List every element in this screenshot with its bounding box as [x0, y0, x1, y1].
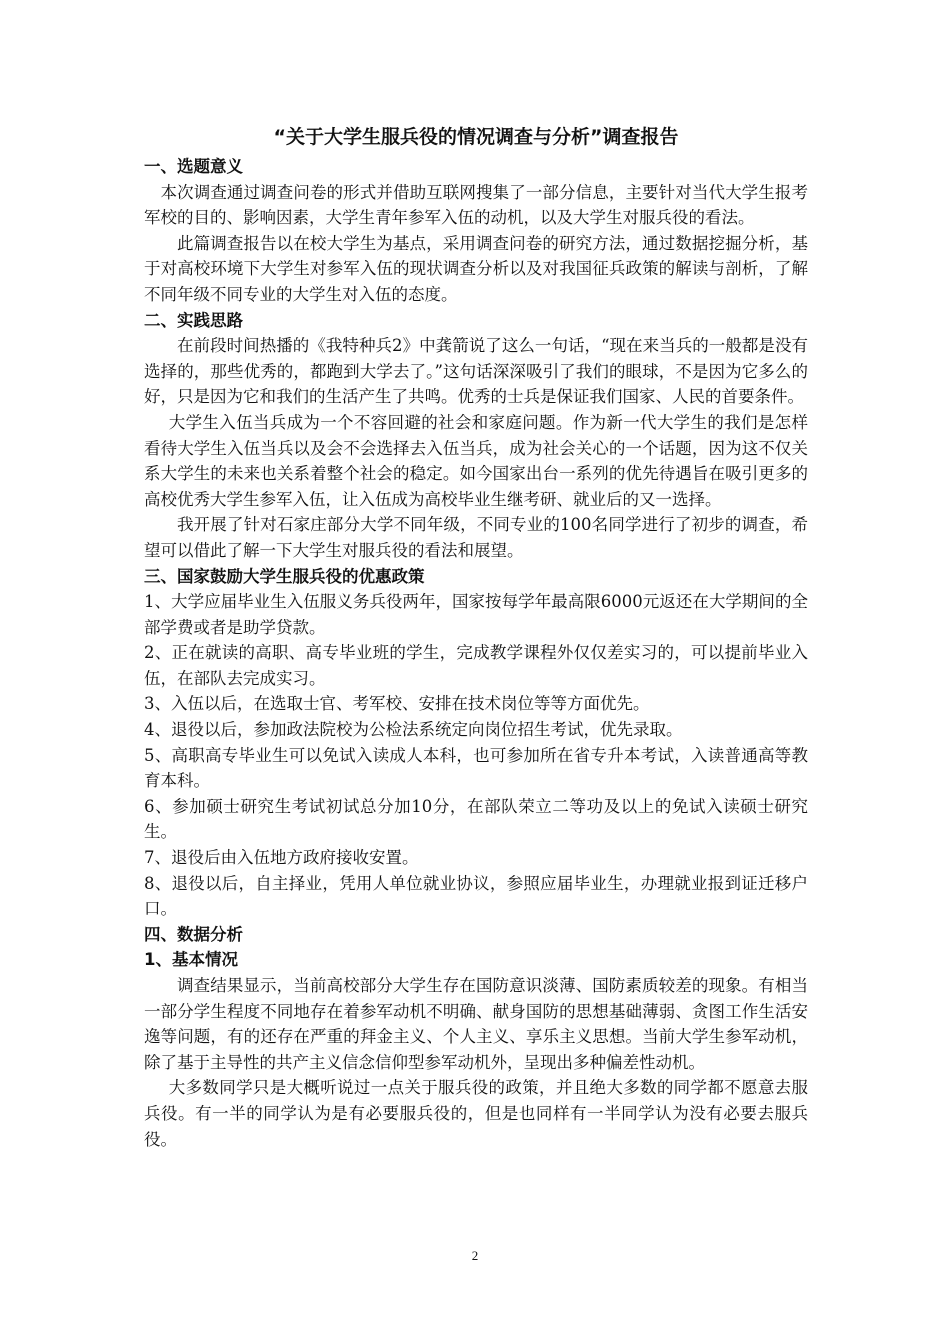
policy-item: 8、退役以后，自主择业，凭用人单位就业协议，参照应届毕业生，办理就业报到证迁移户口。	[144, 873, 808, 919]
policy-item: 5、高职高专毕业生可以免试入读成人本科，也可参加所在省专升本考试，入读普通高等教育本科。	[144, 745, 808, 791]
policy-item: 7、退役后由入伍地方政府接收安置。	[144, 848, 419, 868]
policy-item: 4、退役以后，参加政法院校为公检法系统定向岗位招生考试，优先录取。	[144, 720, 683, 740]
document-title: “关于大学生服兵役的情况调查与分析”调查报告	[273, 126, 679, 148]
section-heading-1: 一、选题意义	[144, 157, 243, 176]
policy-item: 2、正在就读的高职、高专毕业班的学生，完成教学课程外仅仅差实习的，可以提前毕业入伍，在部队去完成实习。	[144, 643, 808, 688]
policy-item: 1、大学应届毕业生入伍服义务兵役两年，国家按每学年最高限6000元返还在大学期间的全部学费或者是助学贷款。	[144, 592, 808, 637]
section-heading-3: 三、国家鼓励大学生服兵役的优惠政策	[144, 566, 425, 586]
paragraph: 大学生入伍当兵成为一个不容回避的社会和家庭问题。作为新一代大学生的我们是怎样看待大学生入伍当兵以及会不会选择去入伍当兵，成为社会关心的一个话题，因为这不仅关系大学生的未来也关系着整个社会的稳定。如今国家出台一系列的优先待遇旨在吸引更多的高校优秀大学生参军入伍，让入伍成为高校毕业生继考研、就业后的又一选择。	[144, 412, 808, 509]
paragraph: 大多数同学只是大概听说过一点关于服兵役的政策，并且绝大多数的同学都不愿意去服兵役。有一半的同学认为是有必要服兵役的，但是也同样有一半同学认为没有必要去服兵役。	[144, 1078, 808, 1149]
policy-item: 3、入伍以后，在选取士官、考军校、安排在技术岗位等等方面优先。	[144, 694, 650, 714]
page-number: 2	[471, 1248, 479, 1263]
paragraph: 在前段时间热播的《我特种兵2》中龚箭说了这么一句话，“现在来当兵的一般都是没有选择的，那些优秀的，都跑到大学去了。”这句话深深吸引了我们的眼球，不是因为它多么的好，只是因为它和我们的生活产生了共鸣。优秀的士兵是保证我们国家、人民的首要条件。	[144, 336, 808, 407]
paragraph: 调查结果显示，当前高校部分大学生存在国防意识淡薄、国防素质较差的现象。有相当一部分学生程度不同地存在着参军动机不明确、献身国防的思想基础薄弱、贪图工作生活安逸等问题，有的还存在严重的拜金主义、个人主义、享乐主义思想。当前大学生参军动机，除了基于主导性的共产主义信念信仰型参军动机外，呈现出多种偏差性动机。	[144, 976, 808, 1072]
paragraph: 本次调查通过调查问卷的形式并借助互联网搜集了一部分信息，主要针对当代大学生报考军校的目的、影响因素，大学生青年参军入伍的动机，以及大学生对服兵役的看法。	[144, 182, 808, 228]
section-heading-2: 二、实践思路	[144, 310, 243, 330]
policy-item: 6、参加硕士研究生考试初试总分加10分，在部队荣立二等功及以上的免试入读硕士研究生。	[144, 796, 808, 842]
subsection-heading: 1、基本情况	[144, 950, 238, 970]
document-body	[144, 122, 808, 1152]
section-heading-4: 四、数据分析	[144, 924, 243, 944]
paragraph: 我开展了针对石家庄部分大学不同年级，不同专业的100名同学进行了初步的调查，希望可以借此了解一下大学生对服兵役的看法和展望。	[144, 515, 808, 560]
paragraph: 此篇调查报告以在校大学生为基点，采用调查问卷的研究方法，通过数据挖掘分析，基于对高校环境下大学生对参军入伍的现状调查分析以及对我国征兵政策的解读与剖析，了解不同年级不同专业的大学生对入伍的态度。	[144, 233, 808, 304]
